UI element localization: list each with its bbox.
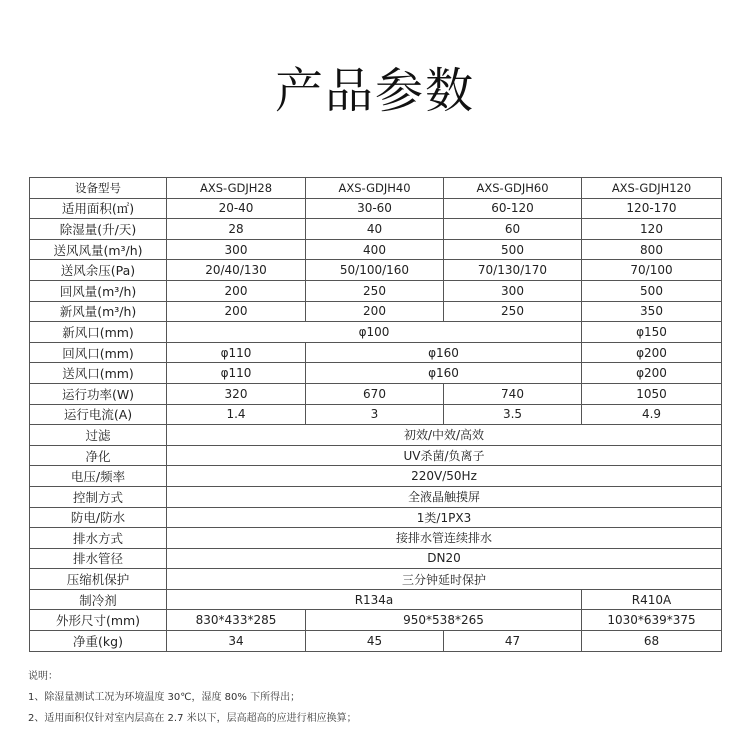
table-row: [30, 239, 722, 260]
value-cell: φ100: [167, 322, 582, 343]
value-cell: 400: [306, 239, 444, 260]
model-cell: AXS-GDJH40: [306, 178, 444, 199]
value-cell: 20/40/130: [167, 260, 306, 281]
table-row: [30, 445, 722, 466]
value-cell: 28: [167, 219, 306, 240]
row-label: 除湿量(升/天): [30, 219, 167, 240]
value-cell: 1030*639*375: [582, 610, 722, 631]
value-cell: 120-170: [582, 198, 722, 219]
value-cell: 800: [582, 239, 722, 260]
table-row: [30, 342, 722, 363]
model-cell: AXS-GDJH60: [444, 178, 582, 199]
value-cell: 250: [444, 301, 582, 322]
row-label: 净化: [30, 445, 167, 466]
value-cell: 20-40: [167, 198, 306, 219]
value-cell: 40: [306, 219, 444, 240]
value-cell: 200: [167, 280, 306, 301]
value-cell: 三分钟延时保护: [167, 569, 722, 590]
value-cell: 250: [306, 280, 444, 301]
value-cell: 全液晶触摸屏: [167, 486, 722, 507]
row-label: 设备型号: [30, 178, 167, 199]
table-row: [30, 301, 722, 322]
table-row: [30, 466, 722, 487]
value-cell: 50/100/160: [306, 260, 444, 281]
table-row: [30, 404, 722, 425]
value-cell: 47: [444, 631, 582, 652]
row-label: 过滤: [30, 425, 167, 446]
value-cell: 740: [444, 383, 582, 404]
value-cell: 500: [444, 239, 582, 260]
value-cell: 34: [167, 631, 306, 652]
row-label: 压缩机保护: [30, 569, 167, 590]
value-cell: φ150: [582, 322, 722, 343]
value-cell: 950*538*265: [306, 610, 582, 631]
value-cell: 300: [444, 280, 582, 301]
model-cell: AXS-GDJH28: [167, 178, 306, 199]
row-label: 排水管径: [30, 548, 167, 569]
table-row: [30, 507, 722, 528]
row-label: 净重(kg): [30, 631, 167, 652]
table-row: [30, 589, 722, 610]
value-cell: φ200: [582, 363, 722, 384]
note-item: 1、除湿量测试工况为环境温度 30℃，湿度 80% 下所得出；: [28, 692, 301, 703]
model-cell: AXS-GDJH120: [582, 178, 722, 199]
value-cell: φ110: [167, 363, 306, 384]
value-cell: 3: [306, 404, 444, 425]
table-row: [30, 631, 722, 652]
table-row: [30, 486, 722, 507]
value-cell: 70/130/170: [444, 260, 582, 281]
value-cell: 120: [582, 219, 722, 240]
table-row: [30, 280, 722, 301]
value-cell: 200: [167, 301, 306, 322]
table-row: [30, 322, 722, 343]
value-cell: 1050: [582, 383, 722, 404]
row-label: 防电/防水: [30, 507, 167, 528]
value-cell: 4.9: [582, 404, 722, 425]
value-cell: R134a: [167, 589, 582, 610]
table-row: [30, 548, 722, 569]
value-cell: DN20: [167, 548, 722, 569]
row-label: 制冷剂: [30, 589, 167, 610]
value-cell: 220V/50Hz: [167, 466, 722, 487]
value-cell: 70/100: [582, 260, 722, 281]
value-cell: 60: [444, 219, 582, 240]
value-cell: 接排水管连续排水: [167, 528, 722, 549]
value-cell: φ160: [306, 342, 582, 363]
value-cell: 1.4: [167, 404, 306, 425]
notes-heading: 说明：: [28, 671, 58, 682]
row-label: 外形尺寸(mm): [30, 610, 167, 631]
value-cell: 670: [306, 383, 444, 404]
value-cell: 1类/1PX3: [167, 507, 722, 528]
row-label: 回风口(mm): [30, 342, 167, 363]
value-cell: φ160: [306, 363, 582, 384]
table-row: [30, 198, 722, 219]
value-cell: 320: [167, 383, 306, 404]
value-cell: 68: [582, 631, 722, 652]
table-row: [30, 219, 722, 240]
value-cell: 初效/中效/高效: [167, 425, 722, 446]
value-cell: 60-120: [444, 198, 582, 219]
row-label: 回风量(m³/h): [30, 280, 167, 301]
row-label: 送风口(mm): [30, 363, 167, 384]
note-item: 2、适用面积仅针对室内层高在 2.7 米以下，层高超高的应进行相应换算；: [28, 713, 357, 724]
table-row: [30, 425, 722, 446]
spec-table: [29, 177, 722, 652]
value-cell: 500: [582, 280, 722, 301]
row-label: 新风口(mm): [30, 322, 167, 343]
row-label: 运行功率(W): [30, 383, 167, 404]
value-cell: 45: [306, 631, 444, 652]
table-row: [30, 528, 722, 549]
table-row: [30, 569, 722, 590]
value-cell: φ200: [582, 342, 722, 363]
row-label: 送风风量(m³/h): [30, 239, 167, 260]
row-label: 适用面积(㎡): [30, 198, 167, 219]
table-row: [30, 610, 722, 631]
row-label: 电压/频率: [30, 466, 167, 487]
page-title: 产品参数: [274, 63, 475, 119]
row-label: 运行电流(A): [30, 404, 167, 425]
value-cell: 350: [582, 301, 722, 322]
value-cell: UV杀菌/负离子: [167, 445, 722, 466]
table-header-row: [30, 178, 722, 199]
notes-section: [28, 666, 357, 729]
value-cell: R410A: [582, 589, 722, 610]
table-row: [30, 383, 722, 404]
value-cell: 830*433*285: [167, 610, 306, 631]
value-cell: 200: [306, 301, 444, 322]
row-label: 新风量(m³/h): [30, 301, 167, 322]
row-label: 送风余压(Pa): [30, 260, 167, 281]
table-row: [30, 363, 722, 384]
table-row: [30, 260, 722, 281]
row-label: 控制方式: [30, 486, 167, 507]
value-cell: 300: [167, 239, 306, 260]
value-cell: 30-60: [306, 198, 444, 219]
value-cell: 3.5: [444, 404, 582, 425]
value-cell: φ110: [167, 342, 306, 363]
row-label: 排水方式: [30, 528, 167, 549]
